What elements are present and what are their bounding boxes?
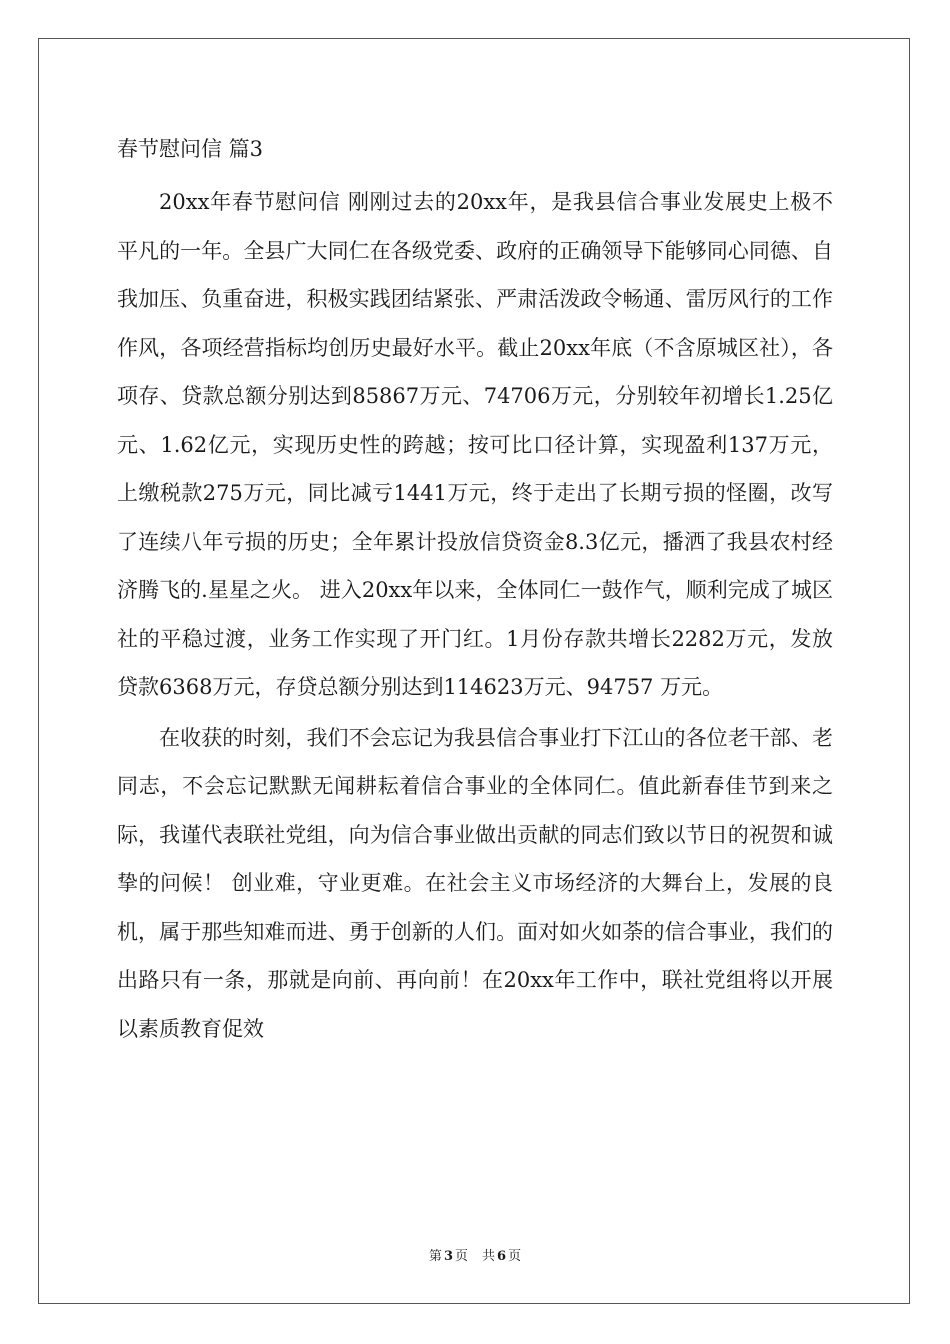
total-prefix: 共 xyxy=(482,1249,496,1264)
body-paragraph: 在收获的时刻，我们不会忘记为我县信合事业打下江山的各位老干部、老同志，不会忘记默默无闻耕耘着信合事业的全体同仁。值此新春佳节到来之际，我谨代表联社党组，向为信合事业做出贡献的同志们致以节日的祝贺和诚挚的问候！ 创业难，守业更难。在社会主义市场经济的大舞台上，发展的良机，属于那些知难而进、勇于创新的人们。面对如火如荼的信合事业，我们的出路只有一条，那就是向前、再向前！在20xx年工作中，联社党组将以开展以素质教育促效 xyxy=(117,725,833,1041)
page-prefix: 第 xyxy=(428,1249,442,1264)
page-footer xyxy=(0,1248,950,1266)
body-paragraph: 20xx年春节慰问信 刚刚过去的20xx年，是我县信合事业发展史上极不平凡的一年。全县广大同仁在各级党委、政府的正确领导下能够同心同德、自我加压、负重奋进，积极实践团结紧张、严肃活泼政令畅通、雷厉风行的工作作风，各项经营指标均创历史最好水平。截止20xx年底（不含原城区社），各项存、贷款总额分别达到85867万元、74706万元，分别较年初增长1.25亿元、1.62亿元，实现历史性的跨越；按可比口径计算，实现盈利137万元，上缴税款275万元，同比减亏1441万元，终于走出了长期亏损的怪圈，改写了连续八年亏损的历史；全年累计投放信贷资金8.3亿元，播洒了我县农村经济腾飞的.星星之火。 进入20xx年以来，全体同仁一鼓作气，顺利完成了城区社的平稳过渡，业务工作实现了开门红。1月份存款共增长2282万元，发放贷款6368万元，存贷总额分别达到114623万元、94757 万元。 xyxy=(117,190,833,699)
current-page-number: 3 xyxy=(443,1249,453,1264)
total-page-number: 6 xyxy=(497,1249,507,1264)
document-body xyxy=(117,178,833,1055)
document-title: 春节慰问信 篇3 xyxy=(117,137,264,161)
total-suffix: 页 xyxy=(508,1249,522,1264)
page-suffix: 页 xyxy=(454,1249,468,1264)
